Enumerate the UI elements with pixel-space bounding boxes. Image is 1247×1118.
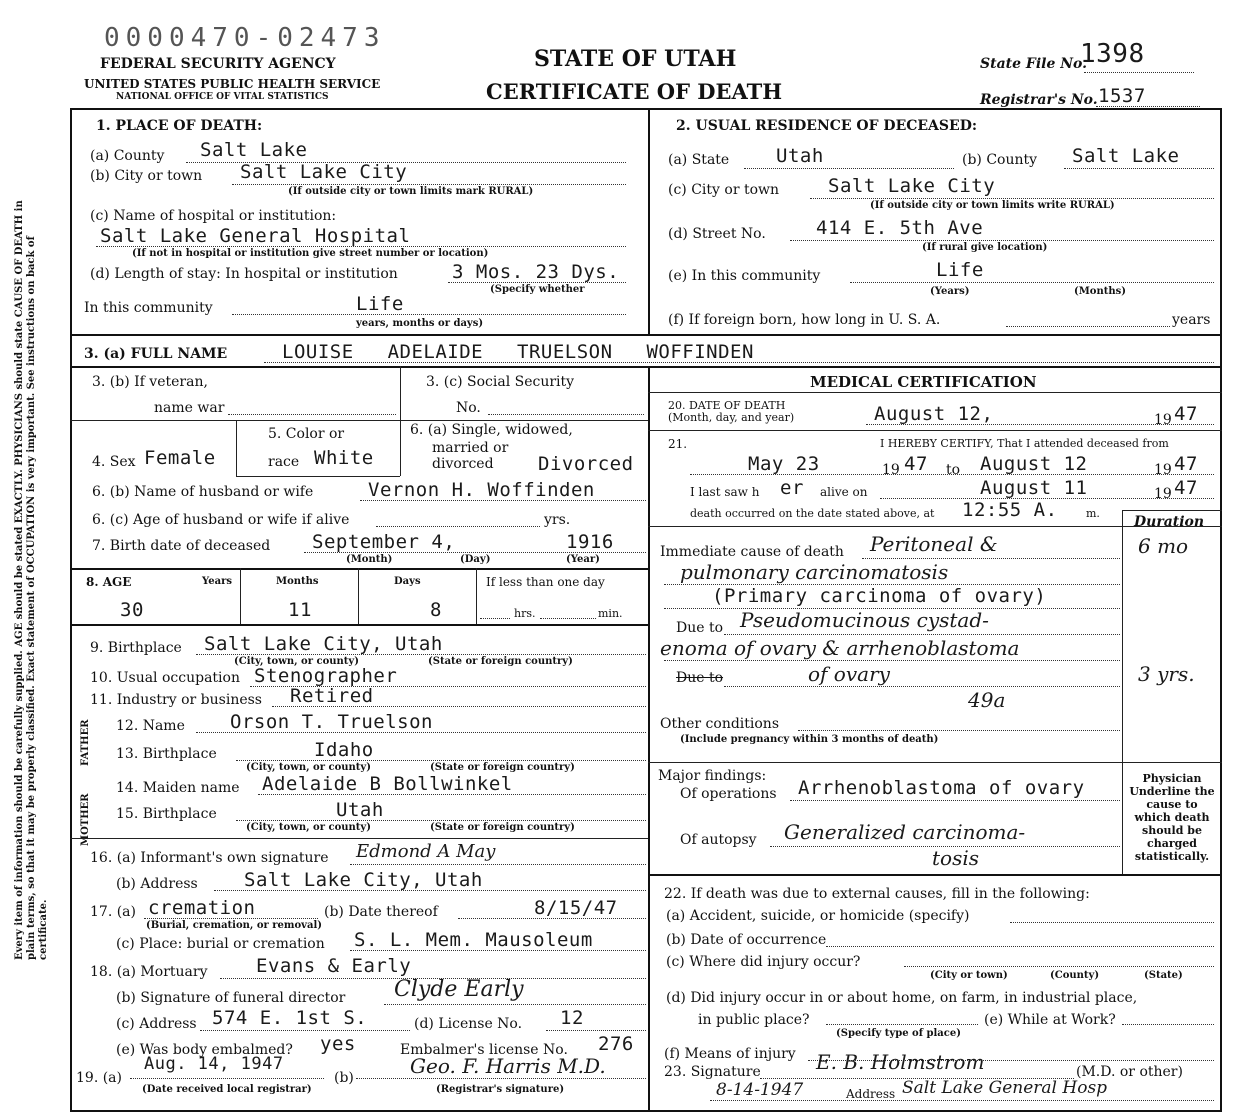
res-months-label: (Months) (1074, 286, 1126, 297)
place-community: Life (356, 293, 404, 315)
mortuary-name: Evans & Early (256, 955, 412, 977)
alive-on-label: alive on (820, 485, 868, 499)
agency-name: FEDERAL SECURITY AGENCY (100, 56, 336, 72)
county-label: (a) County (90, 148, 165, 164)
autopsy-label: Of autopsy (680, 832, 757, 848)
operations-value: Arrhenoblastoma of ovary (798, 777, 1085, 799)
attended-to: August 12 (980, 453, 1088, 475)
marital-label-2: married or (432, 440, 509, 456)
spouse-age-label: 6. (c) Age of husband or wife if alive (92, 512, 350, 528)
death-date: August 12, (874, 403, 994, 425)
certify-num: 21. (668, 437, 688, 451)
director-label: (b) Signature of funeral director (116, 990, 346, 1006)
death-date-label: 20. DATE OF DEATH (668, 399, 786, 412)
external-a: (a) Accident, suicide, or homicide (specify) (666, 908, 970, 924)
res-street: 414 E. 5th Ave (816, 217, 984, 239)
birth-day-label: (Day) (460, 554, 491, 565)
res-state-label: (a) State (668, 152, 730, 168)
city-note: (If outside city or town limits mark RURAL) (288, 186, 534, 197)
father-name: Orson T. Truelson (230, 711, 433, 733)
disposition-note: (Burial, cremation, or removal) (146, 920, 322, 931)
birthplace: Salt Lake City, Utah (204, 633, 443, 655)
service-name: UNITED STATES PUBLIC HEALTH SERVICE (84, 77, 381, 91)
informant-signature: Edmond A May (356, 841, 496, 862)
date-received: Aug. 14, 1947 (144, 1054, 284, 1074)
external-c-state: (State) (1144, 970, 1183, 981)
embalmed-label: (e) Was body embalmed? (116, 1042, 293, 1058)
registrar-label: Registrar's No. (980, 92, 1098, 108)
registrar-signature: Geo. F. Harris M.D. (410, 1054, 606, 1078)
external-d: (d) Did injury occur in or about home, on farm, in industrial place, (666, 990, 1138, 1006)
hospital-name: Salt Lake General Hospital (100, 225, 411, 247)
age-label: 8. AGE (86, 575, 132, 589)
death-year: 47 (1174, 403, 1198, 425)
hospital-label: (c) Name of hospital or institution: (90, 208, 337, 224)
res-city-label: (c) City or town (668, 182, 780, 198)
other-note: (Include pregnancy within 3 months of death) (680, 734, 939, 745)
external-b: (b) Date of occurrence (666, 932, 827, 948)
physician-note: Physician Underline the cause to which death should be charged statistically. (1129, 772, 1215, 863)
informant-label: 16. (a) Informant's own signature (90, 850, 329, 866)
mortuary-label: 18. (a) Mortuary (90, 964, 208, 980)
birth-label: 7. Birth date of deceased (92, 538, 271, 554)
due-to-1: Pseudomucinous cystad- (740, 608, 989, 632)
spouse-name: Vernon H. Woffinden (368, 479, 595, 501)
disposition-date-label: (b) Date thereof (324, 904, 438, 920)
res-street-note: (If rural give location) (922, 242, 1048, 253)
disposition-method: cremation (148, 897, 256, 919)
birth-year-label: (Year) (566, 554, 600, 565)
informant-address: Salt Lake City, Utah (244, 869, 483, 891)
father-tag: FATHER (80, 719, 91, 766)
duration-label: Duration (1134, 514, 1205, 530)
other-label: Other conditions (660, 716, 780, 732)
father-birth: Idaho (314, 739, 374, 761)
signature-degree: (M.D. or other) (1076, 1064, 1183, 1080)
date-received-note: (Date received local registrar) (142, 1084, 312, 1095)
external-c: (c) Where did injury occur? (666, 954, 861, 970)
due-to-duration: 3 yrs. (1138, 662, 1195, 686)
external-e: (e) While at Work? (984, 1012, 1116, 1028)
occupation-label: 10. Usual occupation (90, 670, 240, 686)
marital-value: Divorced (538, 453, 634, 475)
birth-month-day: September 4, (312, 531, 456, 553)
sex-label: 4. Sex (92, 454, 136, 470)
res-county: Salt Lake (1072, 145, 1180, 167)
attended-from-prefix: 19 (882, 462, 900, 478)
external-heading: 22. If death was due to external causes, fill in the following: (664, 886, 1090, 902)
veteran-label: 3. (b) If veteran, (92, 374, 208, 390)
disposition-label: 17. (a) (90, 904, 136, 920)
license-label: (d) License No. (414, 1016, 523, 1032)
mortuary-address-label: (c) Address (116, 1016, 197, 1032)
color-label: 5. Color or (268, 426, 345, 442)
birth-month-label: (Month) (346, 554, 393, 565)
autopsy-2: tosis (932, 846, 980, 870)
marital-label-1: 6. (a) Single, widowed, (410, 422, 573, 438)
birthplace-state-note: (State or foreign country) (428, 656, 573, 667)
father-city-note: (City, town, or county) (246, 762, 371, 773)
attended-to-year: 47 (1174, 453, 1198, 475)
mother-name-label: 14. Maiden name (116, 780, 240, 796)
due-to-label: Due to (676, 620, 724, 636)
autopsy-1: Generalized carcinoma- (784, 820, 1026, 844)
age-months: 11 (288, 599, 312, 621)
immediate-cause-3: (Primary carcinoma of ovary) (712, 585, 1047, 607)
physician-signature: E. B. Holmstrom (816, 1050, 985, 1074)
major-findings-label: Major findings: (658, 768, 767, 784)
state-heading: STATE OF UTAH (534, 46, 737, 72)
spouse-label: 6. (b) Name of husband or wife (92, 484, 314, 500)
res-state: Utah (776, 145, 824, 167)
operations-label: Of operations (680, 786, 777, 802)
father-state-note: (State or foreign country) (430, 762, 575, 773)
side-instructions: Every item of information should be carefully supplied. AGE should be stated EXACTLY. PHYSICIANS should state CAUSE OF DEATH in plain terms, so that it may be properly classified. Exact statement of OCCUPATION is very important. See instructions on back of certificate. (14, 200, 49, 960)
place-heading: 1. PLACE OF DEATH: (96, 118, 263, 134)
age-days: 8 (430, 599, 442, 621)
industry-label: 11. Industry or business (90, 692, 262, 708)
mother-birth-label: 15. Birthplace (116, 806, 217, 822)
veteran-sub: name war (154, 400, 225, 416)
mother-city-note: (City, town, or county) (246, 822, 371, 833)
last-saw-date: August 11 (980, 477, 1088, 499)
attended-to-prefix: 19 (1154, 462, 1172, 478)
occupation: Stenographer (254, 665, 398, 687)
city-label: (b) City or town (90, 168, 203, 184)
mother-birth: Utah (336, 799, 384, 821)
signature-address-label: Address (846, 1087, 896, 1101)
father-birth-label: 13. Birthplace (116, 746, 217, 762)
age-days-label: Days (394, 576, 421, 587)
age-min: min. (598, 607, 623, 620)
stay-label: (d) Length of stay: In hospital or institution (90, 266, 398, 282)
stay-value: 3 Mos. 23 Dys. (452, 261, 620, 283)
res-community: Life (936, 259, 984, 281)
mother-tag: MOTHER (80, 793, 91, 846)
death-time-suffix: m. (1086, 507, 1100, 520)
race-value: White (314, 447, 374, 469)
license-no: 12 (560, 1007, 584, 1029)
mother-name: Adelaide B Bollwinkel (262, 773, 513, 795)
father-name-label: 12. Name (116, 718, 185, 734)
mortuary-address: 574 E. 1st S. (212, 1007, 368, 1029)
registrar-row-label: 19. (a) (76, 1070, 122, 1086)
due-to-3: of ovary (808, 662, 890, 686)
director-signature: Clyde Early (394, 977, 524, 1002)
external-c-county: (County) (1050, 970, 1100, 981)
age-less-label: If less than one day (486, 575, 605, 589)
immediate-duration: 6 mo (1138, 534, 1189, 558)
death-time: 12:55 A. (962, 499, 1058, 521)
external-f: (f) Means of injury (664, 1046, 796, 1062)
ss-sub: No. (456, 400, 481, 416)
registrar-sig-label: (b) (334, 1070, 354, 1086)
birthplace-city-note: (City, town, or county) (234, 656, 359, 667)
cause-code: 49a (968, 688, 1006, 712)
mother-state-note: (State or foreign country) (430, 822, 575, 833)
signature-label: 23. Signature (664, 1064, 761, 1080)
certificate-title: CERTIFICATE OF DEATH (486, 79, 783, 104)
certify-text: I HEREBY CERTIFY, That I attended deceased from (880, 437, 1169, 450)
disposition-place-label: (c) Place: burial or cremation (116, 936, 325, 952)
disposition-date: 8/15/47 (534, 897, 618, 919)
death-city: Salt Lake City (240, 161, 408, 183)
last-saw-year: 47 (1174, 477, 1198, 499)
attended-to-label: to (946, 462, 961, 478)
marital-label-3: divorced (432, 456, 494, 472)
res-city: Salt Lake City (828, 175, 996, 197)
immediate-cause-2: pulmonary carcinomatosis (680, 560, 949, 584)
res-foreign-years: years (1172, 312, 1211, 328)
informant-address-label: (b) Address (116, 876, 198, 892)
embalmed-value: yes (320, 1033, 356, 1055)
disposition-place: S. L. Mem. Mausoleum (354, 929, 593, 951)
res-street-label: (d) Street No. (668, 226, 766, 242)
age-years-label: Years (202, 576, 233, 587)
embalmer-label: Embalmer's license No. (400, 1042, 568, 1058)
res-county-label: (b) County (962, 152, 1038, 168)
full-name-label: 3. (a) FULL NAME (84, 346, 228, 362)
last-saw-prefix: 19 (1154, 486, 1172, 502)
signature-address: Salt Lake General Hosp (902, 1078, 1108, 1098)
registrar-sig-note: (Registrar's signature) (436, 1084, 565, 1095)
race-label: race (268, 454, 300, 470)
embalmer-license: 276 (598, 1033, 634, 1055)
res-city-note: (If outside city or town limits write RURAL) (870, 200, 1115, 211)
full-name: LOUISE ADELAIDE TRUELSON WOFFINDEN (282, 341, 754, 363)
state-file-number: 1398 (1080, 39, 1145, 69)
state-file-label: State File No. (980, 56, 1088, 72)
sex-value: Female (144, 447, 216, 469)
res-community-label: (e) In this community (668, 268, 821, 284)
age-years: 30 (120, 599, 144, 621)
birth-year: 1916 (566, 531, 614, 553)
medical-heading: MEDICAL CERTIFICATION (810, 373, 1037, 391)
external-d-note: (Specify type of place) (836, 1028, 961, 1039)
attended-from-year: 47 (904, 453, 928, 475)
office-name: NATIONAL OFFICE OF VITAL STATISTICS (116, 92, 329, 102)
serial-number: 0000470-02473 (104, 23, 386, 53)
residence-heading: 2. USUAL RESIDENCE OF DECEASED: (676, 118, 978, 134)
hospital-note: (If not in hospital or institution give street number or location) (132, 248, 489, 259)
res-foreign-label: (f) If foreign born, how long in U. S. A. (668, 312, 941, 328)
res-years-label: (Years) (930, 286, 970, 297)
death-county: Salt Lake (200, 139, 308, 161)
industry: Retired (290, 685, 374, 707)
last-saw-her: er (780, 477, 804, 499)
immediate-cause-1: Peritoneal & (870, 532, 998, 556)
place-community-note: years, months or days) (356, 318, 484, 329)
spouse-age-unit: yrs. (544, 512, 571, 528)
age-months-label: Months (276, 576, 319, 587)
due-to-struck: Due to (676, 670, 724, 686)
attended-from: May 23 (748, 453, 820, 475)
immediate-label: Immediate cause of death (660, 544, 844, 560)
external-c-city: (City or town) (930, 970, 1008, 981)
external-d2: in public place? (698, 1012, 810, 1028)
occurred-label: death occurred on the date stated above, at (690, 507, 935, 520)
birthplace-label: 9. Birthplace (90, 640, 182, 656)
last-saw-label: I last saw h (690, 485, 760, 499)
signature-date: 8-14-1947 (716, 1080, 804, 1100)
due-to-2: enoma of ovary & arrhenoblastoma (660, 636, 1020, 660)
registrar-number: 1537 (1098, 85, 1146, 107)
ss-label: 3. (c) Social Security (426, 374, 575, 390)
place-community-label: In this community (84, 300, 213, 316)
death-year-prefix: 19 (1154, 412, 1172, 428)
age-hrs: hrs. (514, 607, 536, 620)
stay-note: (Specify whether (490, 284, 585, 295)
death-date-sub: (Month, day, and year) (668, 411, 795, 424)
